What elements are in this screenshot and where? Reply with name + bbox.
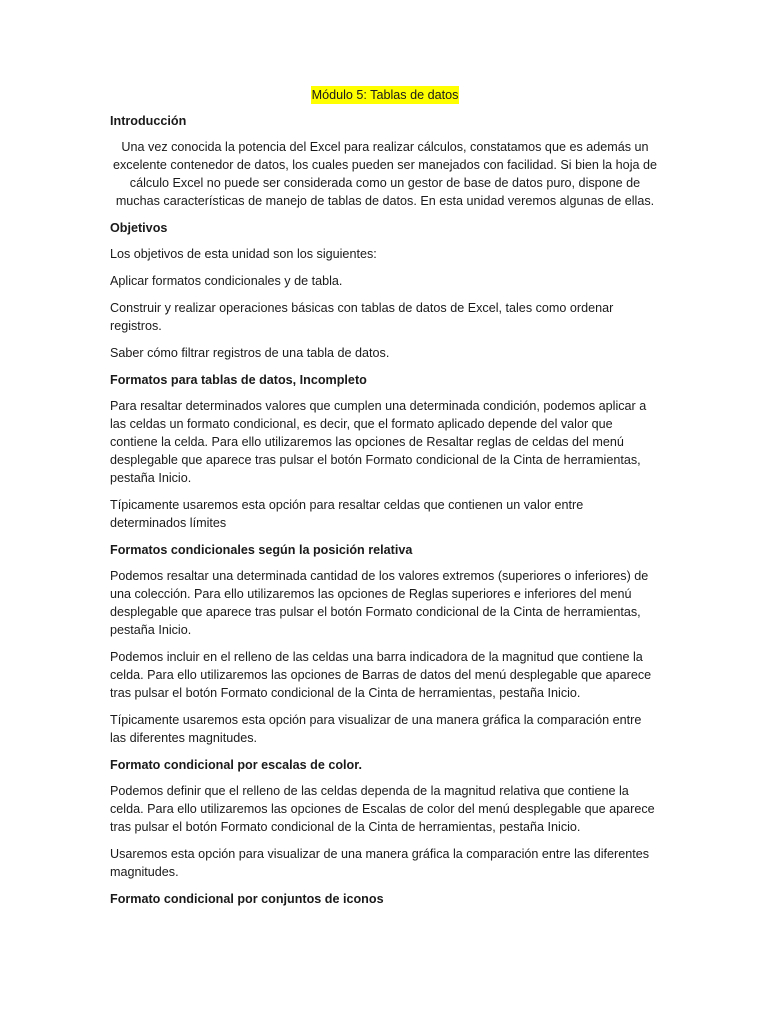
heading-posicion-relativa: Formatos condicionales según la posición relativa (110, 543, 413, 557)
paragraph-escalas-color: Podemos definir que el relleno de las celdas dependa de la magnitud relativa que contiene la celda. Para ello utilizaremos las opciones de Escalas de color del menú desplegable que aparece tras pulsar el botón Formato condicional de la Cinta de herramientas, pestaña Inicio. (110, 784, 655, 834)
heading-formatos-tablas: Formatos para tablas de datos, Incompleto (110, 373, 367, 387)
title-row (110, 86, 660, 104)
heading-conjuntos-iconos: Formato condicional por conjuntos de iconos (110, 892, 384, 906)
paragraph-objetivos-intro: Los objetivos de esta unidad son los siguientes: (110, 247, 377, 261)
intro-paragraph: Una vez conocida la potencia del Excel para realizar cálculos, constatamos que es además un excelente contenedor de datos, los cuales pueden ser manejados con facilidad. Si bien la hoja de cálculo Excel no puede ser considerada como un gestor de base de datos puro, dispone de muchas características de manejo de tablas de datos. En esta unidad veremos algunas de ellas. (113, 140, 657, 208)
paragraph-resaltar-limites: Típicamente usaremos esta opción para resaltar celdas que contienen un valor entre determinados límites (110, 498, 584, 530)
paragraph-objetivo-3: Saber cómo filtrar registros de una tabla de datos. (110, 346, 390, 360)
document-title: Módulo 5: Tablas de datos (311, 88, 459, 102)
paragraph-objetivo-1: Aplicar formatos condicionales y de tabla. (110, 274, 343, 288)
heading-introduccion: Introducción (110, 114, 187, 128)
heading-objetivos: Objetivos (110, 221, 168, 235)
paragraph-comparacion-2: Usaremos esta opción para visualizar de una manera gráfica la comparación entre las diferentes magnitudes. (110, 847, 650, 879)
paragraph-reglas-superiores: Podemos resaltar una determinada cantidad de los valores extremos (superiores o inferiores) de una colección. Para ello utilizaremos las opciones de Reglas superiores e inferiores del menú desplegable que aparece tras pulsar el botón Formato condicional de la Cinta de herramientas, pestaña Inicio. (110, 569, 649, 637)
paragraph-comparacion-1: Típicamente usaremos esta opción para visualizar de una manera gráfica la comparación entre las diferentes magnitudes. (110, 713, 642, 745)
document-body (110, 86, 660, 916)
paragraph-resaltar-reglas: Para resaltar determinados valores que cumplen una determinada condición, podemos aplicar a las celdas un formato condicional, es decir, que el formato aplicado depende del valor que contiene la celda. Para ello utilizaremos las opciones de Resaltar reglas de celdas del menú desplegable que aparece tras pulsar el botón Formato condicional de la Cinta de herramientas, pestaña Inicio. (110, 399, 647, 485)
heading-escalas-color: Formato condicional por escalas de color. (110, 758, 362, 772)
paragraph-objetivo-2: Construir y realizar operaciones básicas con tablas de datos de Excel, tales como ordenar registros. (110, 301, 614, 333)
paragraph-barras-datos: Podemos incluir en el relleno de las celdas una barra indicadora de la magnitud que contiene la celda. Para ello utilizaremos las opciones de Barras de datos del menú desplegable que aparece tras pulsar el botón Formato condicional de la Cinta de herramientas, pestaña Inicio. (110, 650, 652, 700)
